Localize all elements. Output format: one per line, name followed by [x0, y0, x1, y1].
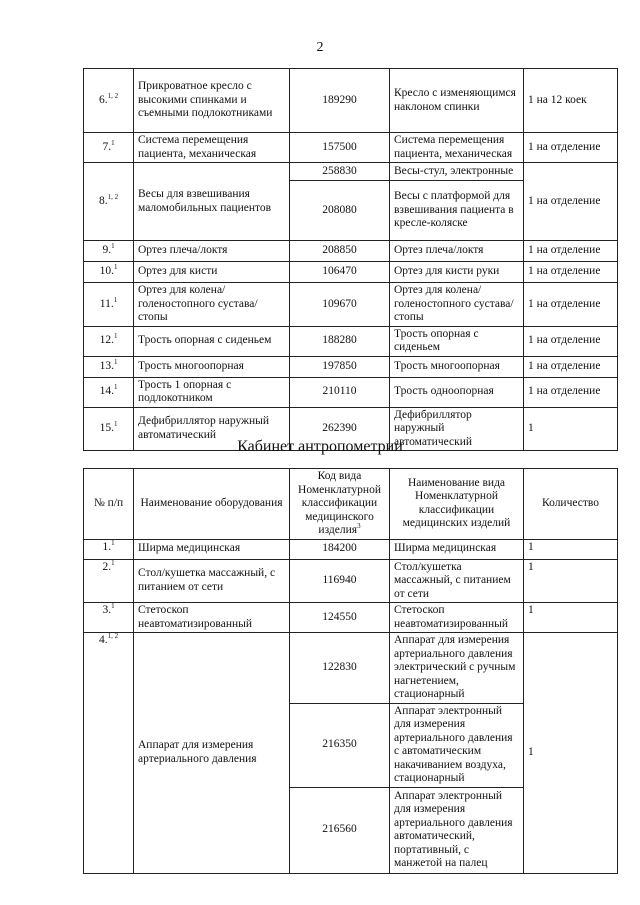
- header-name: Наименование оборудования: [134, 469, 290, 540]
- classification-name: Дефибриллятор наружный автоматический: [390, 407, 524, 451]
- classification-code: 184200: [290, 539, 390, 559]
- row-number-text: 4.: [98, 634, 108, 646]
- header-code-footnote: 3: [357, 522, 361, 530]
- row-number-text: 14.: [99, 385, 114, 398]
- quantity: 1: [524, 633, 618, 874]
- quantity: 1 на отделение: [524, 377, 618, 407]
- table-row: [84, 633, 618, 704]
- row-number: [84, 133, 134, 163]
- classification-code: 189290: [290, 69, 390, 133]
- equipment-table-continued: [83, 68, 618, 451]
- row-number: [84, 283, 134, 327]
- quantity: 1 на отделение: [524, 133, 618, 163]
- classification-name: Стетоскоп неавтоматизированный: [390, 603, 524, 633]
- row-number-text: 15.: [99, 422, 114, 434]
- row-number: [84, 559, 134, 603]
- table-row: [84, 69, 618, 133]
- classification-code: 188280: [290, 326, 390, 356]
- classification-name: Весы с платформой для взвешивания пациента в кресле-коляске: [390, 181, 524, 241]
- row-number: [84, 539, 134, 559]
- classification-code: 124550: [290, 603, 390, 633]
- footnote-marker: 1: [111, 538, 115, 547]
- row-number-text: 7.: [102, 140, 112, 153]
- footnote-marker: 1: [113, 357, 118, 366]
- table-row: [84, 283, 618, 327]
- table-row: [84, 133, 618, 163]
- row-number-text: 3.: [102, 604, 112, 616]
- footnote-marker: 1: [111, 558, 115, 567]
- row-number: [84, 633, 134, 874]
- row-number-text: 13.: [99, 359, 114, 372]
- classification-code: 208080: [290, 181, 390, 241]
- table-header-row: [84, 469, 618, 540]
- quantity: 1: [524, 539, 618, 559]
- classification-name: Аппарат для измерения артериального давления электрический с ручным нагнетением, стационарный: [390, 633, 524, 704]
- classification-name: Кресло с изменяющимся наклоном спинки: [390, 69, 524, 133]
- classification-code: 216350: [290, 703, 390, 787]
- classification-code: 216560: [290, 787, 390, 873]
- footnote-marker: 1, 2: [107, 192, 119, 201]
- classification-name: Трость одноопорная: [390, 377, 524, 407]
- quantity: 1: [524, 559, 618, 603]
- header-code-text: Код вида Номенклатурной классификации медицинского изделия: [298, 470, 381, 536]
- classification-name: Весы-стул, электронные: [390, 163, 524, 181]
- table-row: [84, 163, 618, 181]
- equipment-name: Трость 1 опорная с подлокотником: [134, 377, 290, 407]
- classification-code: 109670: [290, 283, 390, 327]
- row-number: [84, 69, 134, 133]
- row-number-text: 10.: [99, 265, 114, 278]
- footnote-marker: 1: [113, 420, 118, 428]
- table-row: [84, 539, 618, 559]
- equipment-name: Ширма медицинская: [134, 539, 290, 559]
- footnote-marker: 1: [111, 138, 115, 147]
- quantity: 1 на отделение: [524, 262, 618, 283]
- table-row: [84, 326, 618, 356]
- equipment-name: Аппарат для измерения артериального давления: [134, 633, 290, 874]
- classification-code: 106470: [290, 262, 390, 283]
- equipment-name: Дефибриллятор наружный автоматический: [134, 407, 290, 451]
- equipment-name: Ортез для кисти: [134, 262, 290, 283]
- classification-name: Ортез для кисти руки: [390, 262, 524, 283]
- footnote-marker: 1: [113, 332, 118, 341]
- row-number-text: 6.: [98, 93, 108, 106]
- quantity: 1: [524, 407, 618, 451]
- header-code: [290, 469, 390, 540]
- table-row: [84, 603, 618, 633]
- quantity: 1 на отделение: [524, 326, 618, 356]
- row-number-text: 1.: [102, 540, 112, 553]
- row-number: [84, 241, 134, 262]
- footnote-marker: 1: [113, 383, 118, 392]
- row-number-text: 2.: [102, 560, 112, 573]
- anthropometry-equipment-table: [83, 468, 618, 874]
- quantity: 1 на отделение: [524, 241, 618, 262]
- equipment-name: Стол/кушетка массажный, с питанием от сети: [134, 559, 290, 603]
- classification-name: Система перемещения пациента, механическая: [390, 133, 524, 163]
- row-number: [84, 603, 134, 633]
- row-number-text: 8.: [98, 194, 108, 207]
- classification-name: Аппарат электронный для измерения артериального давления автоматический, портативный, с манжетой на палец: [390, 787, 524, 873]
- section-title: Кабинет антропометрии: [237, 438, 403, 455]
- equipment-name: Ортез для колена/голеностопного сустава/стопы: [134, 283, 290, 327]
- row-number: [84, 163, 134, 241]
- classification-name: Трость опорная с сиденьем: [390, 326, 524, 356]
- row-number: [84, 326, 134, 356]
- equipment-name: Система перемещения пациента, механическая: [134, 133, 290, 163]
- footnote-marker: 1: [113, 263, 118, 272]
- footnote-marker: 1, 2: [107, 91, 119, 100]
- footnote-marker: 1: [111, 602, 115, 610]
- equipment-name: Ортез плеча/локтя: [134, 241, 290, 262]
- classification-code: 210110: [290, 377, 390, 407]
- header-num: № п/п: [84, 469, 134, 540]
- footnote-marker: 1, 2: [107, 632, 119, 640]
- table-row: [84, 377, 618, 407]
- classification-name: Стол/кушетка массажный, с питанием от сети: [390, 559, 524, 603]
- quantity: 1 на 12 коек: [524, 69, 618, 133]
- classification-code: 262390: [290, 407, 390, 451]
- table-row: [84, 559, 618, 603]
- classification-name: Аппарат электронный для измерения артериального давления с автоматическим накачиванием воздуха, стационарный: [390, 703, 524, 787]
- equipment-name: Прикроватное кресло с высокими спинками и съемными подлокотниками: [134, 69, 290, 133]
- classification-code: 116940: [290, 559, 390, 603]
- row-number: [84, 377, 134, 407]
- classification-code: 197850: [290, 356, 390, 377]
- equipment-name: Стетоскоп неавтоматизированный: [134, 603, 290, 633]
- quantity: 1 на отделение: [524, 356, 618, 377]
- classification-name: Ортез плеча/локтя: [390, 241, 524, 262]
- equipment-name: Трость многоопорная: [134, 356, 290, 377]
- row-number-text: 9.: [102, 244, 112, 257]
- classification-code: 208850: [290, 241, 390, 262]
- classification-name: Трость многоопорная: [390, 356, 524, 377]
- table-row: [84, 356, 618, 377]
- row-number: [84, 262, 134, 283]
- classification-code: 157500: [290, 133, 390, 163]
- classification-name: Ширма медицинская: [390, 539, 524, 559]
- footnote-marker: 1: [113, 295, 118, 304]
- row-number-text: 12.: [99, 334, 114, 347]
- footnote-marker: 1: [111, 242, 115, 251]
- quantity: 1: [524, 603, 618, 633]
- quantity: 1 на отделение: [524, 283, 618, 327]
- classification-name: Ортез для колена/голеностопного сустава/стопы: [390, 283, 524, 327]
- classification-code: 258830: [290, 163, 390, 181]
- equipment-name: Трость опорная с сиденьем: [134, 326, 290, 356]
- table-row: [84, 262, 618, 283]
- header-desc: Наименование вида Номенклатурной классификации медицинских изделий: [390, 469, 524, 540]
- row-number: [84, 356, 134, 377]
- row-number-text: 11.: [99, 297, 114, 310]
- classification-code: 122830: [290, 633, 390, 704]
- quantity: 1 на отделение: [524, 163, 618, 241]
- header-qty: Количество: [524, 469, 618, 540]
- page-number: 2: [316, 40, 324, 55]
- equipment-name: Весы для взвешивания маломобильных пациентов: [134, 163, 290, 241]
- table-row: [84, 241, 618, 262]
